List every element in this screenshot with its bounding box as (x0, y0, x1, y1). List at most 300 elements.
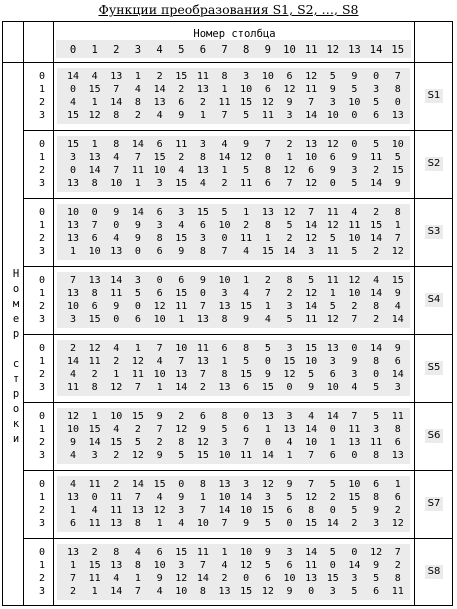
table-cell: 6 (286, 71, 293, 82)
table-cell: 15 (66, 139, 80, 150)
table-cell: 9 (178, 492, 185, 503)
column-number: 6 (199, 44, 207, 56)
table-cell: 7 (221, 246, 228, 257)
table-cell: 12 (88, 110, 101, 121)
table-cell: 11 (110, 492, 123, 503)
table-cell: 2 (113, 450, 120, 461)
table-cell: 13 (261, 411, 274, 422)
table-cell: 11 (88, 518, 101, 529)
table-cell: 10 (110, 411, 123, 422)
table-cell: 15 (305, 343, 318, 354)
table-cell: 15 (391, 165, 404, 176)
table-cell: 8 (221, 411, 228, 422)
table-cell: 0 (351, 343, 358, 354)
table-cell: 7 (308, 450, 315, 461)
table-cell: 4 (394, 301, 401, 312)
table-cell: 5 (373, 411, 380, 422)
table-cell: 11 (240, 450, 253, 461)
table-cell: 8 (91, 382, 98, 393)
table-cell: 1 (221, 547, 228, 558)
table-cell: 9 (394, 178, 401, 189)
table-cell: 15 (240, 369, 253, 380)
table-cell: 1 (113, 369, 120, 380)
table-cell: 14 (131, 207, 144, 218)
row-label: 1 (39, 152, 46, 163)
table-cell: 14 (305, 110, 318, 121)
table-cell: 12 (153, 505, 166, 516)
sbox-label-text: S1 (425, 89, 444, 103)
table-cell: 0 (91, 492, 98, 503)
row-label: 0 (39, 343, 46, 354)
table-cell: 3 (373, 424, 380, 435)
table-cell: 1 (91, 97, 98, 108)
table-cell: 15 (196, 207, 209, 218)
table-cell: 4 (264, 314, 271, 325)
table-cell: 10 (240, 547, 253, 558)
table-cell: 6 (91, 301, 98, 312)
row-caption-letter: м (12, 298, 20, 310)
table-cell: 3 (286, 547, 293, 558)
table-cell: 5 (264, 560, 271, 571)
table-cell: 0 (351, 110, 358, 121)
table-cell: 4 (243, 288, 250, 299)
table-cell: 12 (391, 518, 404, 529)
table-cell: 8 (394, 424, 401, 435)
row-label: 1 (39, 560, 46, 571)
table-cell: 13 (88, 152, 101, 163)
table-cell: 13 (391, 450, 404, 461)
row-label: 2 (39, 505, 46, 516)
table-cell: 2 (329, 492, 336, 503)
table-cell: 9 (178, 246, 185, 257)
table-cell: 3 (91, 450, 98, 461)
table-cell: 3 (199, 233, 206, 244)
table-cell: 7 (134, 152, 141, 163)
table-cell: 5 (351, 586, 358, 597)
table-cell: 4 (156, 356, 163, 367)
table-cell: 10 (175, 343, 188, 354)
table-cell: 2 (156, 71, 163, 82)
column-number: 12 (326, 44, 340, 56)
table-cell: 12 (261, 479, 274, 490)
table-cell: 11 (88, 356, 101, 367)
table-cell: 1 (134, 573, 141, 584)
table-cell: 2 (69, 343, 77, 354)
table-cell: 6 (178, 97, 185, 108)
table-cell: 6 (286, 560, 293, 571)
table-cell: 6 (373, 586, 380, 597)
sbox-label-text: S3 (425, 225, 444, 239)
table-cell: 2 (286, 139, 293, 150)
table-cell: 0 (329, 505, 336, 516)
table-cell: 11 (88, 573, 101, 584)
table-cell: 9 (199, 424, 206, 435)
table-cell: 5 (373, 139, 380, 150)
table-cell: 15 (240, 586, 253, 597)
table-cell: 0 (308, 586, 315, 597)
table-cell: 11 (110, 288, 123, 299)
table-cell: 3 (286, 411, 293, 422)
table-cell: 7 (308, 479, 315, 490)
sbox-label (418, 497, 450, 511)
table-cell: 0 (243, 573, 250, 584)
table-cell: 5 (373, 573, 380, 584)
sbox-label-text: S4 (425, 293, 444, 307)
table-cell: 6 (156, 207, 163, 218)
table-cell: 9 (286, 586, 293, 597)
table-cell: 0 (373, 71, 380, 82)
table-cell: 12 (196, 437, 209, 448)
table-cell: 0 (69, 165, 77, 176)
table-cell: 13 (196, 165, 209, 176)
sbox-label (418, 157, 450, 171)
table-cell: 2 (286, 288, 293, 299)
table-cell: 8 (373, 492, 380, 503)
row-label: 0 (39, 547, 46, 558)
table-cell: 10 (153, 165, 166, 176)
table-cell: 13 (391, 110, 404, 121)
table-cell: 15 (240, 97, 253, 108)
table-cell: 11 (196, 343, 209, 354)
table-cell: 0 (394, 97, 401, 108)
row-label: 3 (39, 586, 46, 597)
table-cell: 1 (156, 382, 163, 393)
table-cell: 8 (221, 71, 228, 82)
table-cell: 0 (286, 382, 293, 393)
table-cell: 7 (113, 84, 120, 95)
table-cell: 6 (156, 246, 163, 257)
table-cell: 14 (305, 301, 318, 312)
table-cell: 8 (91, 178, 98, 189)
table-cell: 13 (66, 233, 80, 244)
table-cell: 4 (243, 246, 250, 257)
row-labels (39, 546, 51, 598)
table-cell: 1 (329, 437, 336, 448)
table-cell: 14 (110, 97, 123, 108)
table-cell: 15 (391, 275, 404, 286)
column-number: 8 (243, 44, 250, 56)
table-cell: 13 (88, 275, 101, 286)
table-cell: 6 (329, 450, 336, 461)
table-cell: 9 (156, 450, 163, 461)
table-cell: 7 (199, 560, 206, 571)
table-cell: 11 (131, 369, 144, 380)
table-cell: 8 (178, 437, 185, 448)
table-cell: 3 (178, 560, 185, 571)
table-cell: 3 (264, 492, 271, 503)
band-separator (23, 470, 452, 471)
table-cell: 12 (131, 356, 144, 367)
table-cell: 14 (131, 139, 144, 150)
table-cell: 9 (199, 275, 206, 286)
table-cell: 0 (156, 275, 163, 286)
table-cell: 5 (264, 343, 271, 354)
table-cell: 2 (69, 586, 77, 597)
table-cell: 9 (113, 301, 120, 312)
band-separator (23, 334, 452, 335)
table-cell: 1 (199, 110, 206, 121)
table-cell: 9 (308, 382, 315, 393)
table-cell: 10 (261, 71, 274, 82)
table-cell: 3 (286, 343, 293, 354)
table-cell: 2 (373, 246, 380, 257)
table-cell: 13 (66, 178, 80, 189)
table-cell: 0 (351, 139, 358, 150)
table-cell: 1 (134, 178, 141, 189)
table-cell: 6 (134, 314, 141, 325)
table-cell: 12 (175, 573, 188, 584)
table-cell: 10 (326, 110, 339, 121)
table-cell: 3 (329, 356, 336, 367)
table-cell: 2 (91, 369, 98, 380)
table-cell: 15 (88, 314, 101, 325)
table-cell: 14 (370, 343, 383, 354)
table-cell: 7 (156, 343, 163, 354)
table-cell: 0 (134, 301, 141, 312)
column-number: 11 (304, 44, 318, 56)
table-cell: 2 (394, 505, 401, 516)
table-cell: 4 (91, 71, 98, 82)
table-cell: 4 (69, 97, 77, 108)
table-cell: 14 (370, 288, 383, 299)
table-cell: 13 (218, 479, 231, 490)
row-label: 1 (39, 356, 46, 367)
table-cell: 7 (69, 573, 77, 584)
table-cell: 11 (240, 178, 253, 189)
table-cell: 10 (348, 479, 361, 490)
table-cell: 3 (329, 97, 336, 108)
table-cell: 2 (264, 275, 271, 286)
table-cell: 11 (261, 110, 274, 121)
table-cell: 0 (91, 207, 98, 218)
table-cell: 13 (175, 369, 188, 380)
table-cell: 3 (286, 110, 293, 121)
table-cell: 14 (110, 586, 123, 597)
row-caption-letter (9, 342, 23, 357)
row-label: 2 (39, 573, 46, 584)
table-cell: 12 (261, 97, 274, 108)
table-cell: 5 (134, 437, 141, 448)
table-cell: 15 (153, 152, 166, 163)
table-cell: 10 (326, 382, 339, 393)
table-cell: 0 (199, 288, 206, 299)
table-cell: 3 (351, 573, 358, 584)
table-cell: 0 (178, 479, 185, 490)
frame-line-header-left (23, 22, 24, 62)
table-cell: 14 (218, 152, 231, 163)
table-cell: 5 (286, 314, 293, 325)
table-cell: 9 (134, 220, 141, 231)
table-cell: 4 (134, 547, 141, 558)
table-cell: 13 (196, 84, 209, 95)
table-cell: 0 (329, 560, 336, 571)
table-cell: 5 (351, 84, 358, 95)
table-cell: 4 (178, 518, 185, 529)
table-cell: 11 (66, 382, 80, 393)
table-cell: 3 (178, 207, 185, 218)
table-cell: 4 (286, 437, 293, 448)
table-cell: 13 (66, 220, 80, 231)
row-caption-letter: с (12, 358, 20, 370)
band-separator (23, 402, 452, 403)
table-cell: 8 (373, 356, 380, 367)
row-caption-letter: т (12, 373, 20, 385)
column-number: 3 (134, 44, 142, 56)
table-cell: 8 (113, 547, 120, 558)
table-cell: 7 (91, 220, 98, 231)
row-label: 3 (39, 246, 46, 257)
table-cell: 10 (240, 505, 253, 516)
table-cell: 14 (305, 220, 318, 231)
table-title: Функции преобразования S1, S2, …, S8 (98, 2, 359, 17)
table-cell: 5 (329, 233, 336, 244)
table-cell: 9 (243, 518, 250, 529)
table-cell: 8 (134, 97, 141, 108)
table-cell: 1 (286, 152, 293, 163)
table-cell: 8 (394, 84, 401, 95)
table-cell: 9 (264, 547, 271, 558)
table-cell: 1 (134, 71, 141, 82)
column-number: 2 (113, 44, 120, 56)
table-cell: 12 (305, 178, 318, 189)
table-cell: 7 (221, 110, 228, 121)
table-cell: 6 (373, 479, 380, 490)
column-number: 7 (221, 44, 228, 56)
table-cell: 0 (221, 233, 228, 244)
table-cell: 10 (175, 586, 188, 597)
table-cell: 8 (264, 220, 271, 231)
row-label: 0 (39, 411, 46, 422)
table-cell: 8 (373, 450, 380, 461)
table-cell: 8 (113, 110, 120, 121)
table-cell: 8 (394, 573, 401, 584)
row-labels (39, 138, 51, 190)
table-cell: 14 (326, 518, 339, 529)
table-cell: 3 (69, 314, 77, 325)
table-cell: 10 (218, 275, 231, 286)
table-cell: 5 (394, 152, 401, 163)
table-cell: 10 (305, 356, 318, 367)
table-cell: 12 (283, 369, 296, 380)
table-cell: 2 (373, 314, 380, 325)
table-cell: 8 (91, 288, 98, 299)
table-cell: 12 (153, 301, 166, 312)
table-cell: 9 (156, 411, 163, 422)
table-cell: 1 (221, 356, 228, 367)
table-cell: 6 (373, 110, 380, 121)
table-cell: 4 (178, 220, 185, 231)
table-cell: 6 (243, 424, 250, 435)
table-cell: 13 (66, 288, 80, 299)
table-cell: 13 (196, 314, 209, 325)
table-cell: 9 (69, 437, 77, 448)
table-cell: 0 (113, 314, 120, 325)
table-cell: 14 (240, 492, 253, 503)
column-number: 10 (283, 44, 296, 56)
table-cell: 12 (88, 343, 101, 354)
table-cell: 6 (308, 165, 315, 176)
sbox-table (2, 21, 453, 606)
table-cell: 8 (156, 233, 163, 244)
table-cell: 14 (153, 84, 166, 95)
table-cell: 0 (329, 424, 336, 435)
table-cell: 14 (391, 314, 404, 325)
table-cell: 15 (326, 573, 339, 584)
table-cell: 15 (261, 246, 274, 257)
table-cell: 6 (394, 492, 401, 503)
table-cell: 1 (221, 84, 228, 95)
table-cell: 14 (66, 71, 80, 82)
table-cell: 10 (305, 437, 318, 448)
table-cell: 12 (391, 246, 404, 257)
table-cell: 8 (394, 207, 401, 218)
table-cell: 9 (329, 84, 336, 95)
row-label: 0 (39, 139, 46, 150)
table-cell: 2 (91, 547, 98, 558)
table-cell: 4 (156, 110, 163, 121)
table-cell: 3 (373, 518, 380, 529)
table-cell: 7 (394, 547, 401, 558)
table-cell: 2 (221, 178, 228, 189)
table-cell: 10 (218, 450, 231, 461)
table-cell: 2 (199, 382, 206, 393)
row-label: 2 (39, 165, 46, 176)
column-number: 4 (156, 44, 163, 56)
table-cell: 14 (175, 382, 188, 393)
table-cell: 7 (199, 301, 206, 312)
table-cell: 6 (264, 573, 271, 584)
table-cell: 7 (394, 233, 401, 244)
table-cell: 10 (348, 233, 361, 244)
table-cell: 2 (199, 97, 206, 108)
row-label: 3 (39, 518, 46, 529)
table-cell: 5 (329, 71, 336, 82)
table-cell: 1 (178, 314, 185, 325)
table-cell: 15 (88, 424, 101, 435)
table-cell: 0 (243, 411, 250, 422)
table-cell: 3 (178, 505, 185, 516)
table-cell: 1 (329, 288, 336, 299)
table-cell: 4 (113, 424, 120, 435)
band-separator (23, 538, 452, 539)
table-cell: 12 (131, 450, 144, 461)
sbox-label-text: S6 (425, 429, 444, 443)
table-cell: 5 (373, 97, 380, 108)
table-cell: 2 (134, 424, 141, 435)
table-cell: 7 (69, 275, 77, 286)
table-cell: 5 (351, 505, 358, 516)
table-cell: 14 (326, 411, 339, 422)
table-cell: 6 (329, 152, 336, 163)
table-cell: 14 (66, 356, 80, 367)
table-cell: 14 (218, 505, 231, 516)
sbox-label-text: S8 (425, 565, 444, 579)
table-cell: 15 (175, 71, 188, 82)
table-cell: 1 (394, 220, 401, 231)
table-cell: 4 (221, 560, 228, 571)
table-cell: 10 (218, 220, 231, 231)
sbox-label (418, 89, 450, 103)
table-cell: 4 (199, 178, 206, 189)
sbox-label (418, 429, 450, 443)
row-labels (39, 206, 51, 258)
table-cell: 7 (264, 288, 271, 299)
table-cell: 3 (308, 246, 315, 257)
table-cell: 12 (326, 139, 339, 150)
table-cell: 0 (373, 369, 380, 380)
table-cell: 4 (91, 505, 98, 516)
table-cell: 4 (156, 492, 163, 503)
